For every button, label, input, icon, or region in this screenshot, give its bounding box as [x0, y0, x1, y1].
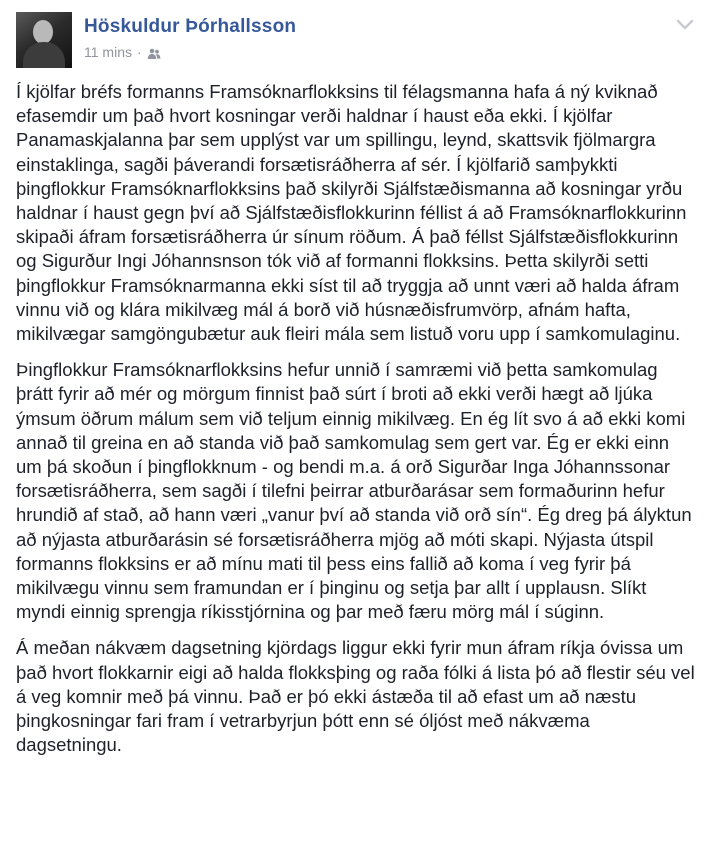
author-avatar[interactable] — [16, 12, 72, 68]
chevron-down-icon[interactable] — [675, 18, 695, 32]
friends-icon[interactable] — [147, 47, 161, 59]
avatar-body-shape — [23, 42, 65, 68]
meta-separator: · — [136, 44, 142, 60]
post-header — [16, 12, 697, 72]
author-name-link[interactable]: Höskuldur Þórhallsson — [84, 16, 297, 37]
post-paragraph-1: Í kjölfar bréfs formanns Framsóknarflokksins til félagsmanna hafa á ný kviknað efasemdir um það hvort kosningar verði haldnar í haust eða ekki. Í kjölfar Panamaskjalanna þar sem upplýst var um spillingu, leynd, skattsvik fjölmargra einstaklinga, sagði þáverandi forsætisráðherra af sér. Í kjölfarið samþykkti þingflokkur Framsóknarflokksins það skilyrði Sjálfstæðismanna að kosningar yrðu haldnar í haust gegn því að Sjálfstæðisflokkurinn féllist á að Framsóknarflokkurinn skipaði áfram forsætisráðherra úr sínum röðum. Á það féllst Sjálfstæðisflokkurinn og Sigurður Ingi Jóhannsnson tók við af formanni flokksins. Þetta skilyrði setti þingflokkur Framsóknarmanna ekki síst til að tryggja að unnt væri að halda áfram vinnu við og klára mikilvæg mál á borð við húsnæðisfrumvörp, afnám hafta, mikilvægar samgöngubætur auk fleiri mála sem listuð voru upp í samkomulaginu. — [16, 81, 687, 345]
post-paragraph-3: Á meðan nákvæm dagsetning kjördags liggur ekki fyrir mun áfram ríkja óvissa um það hvort flokkarnir eigi að halda flokksþing og raða fólki á lista þó að flestir séu vel á veg komnir með þá vinnu. Það er þó ekki ástæða til að efast um að næstu þingkosningar fari fram í vetrarbyrjun þótt enn sé óljóst með nákvæma dagsetningu. — [16, 637, 695, 756]
post-timestamp[interactable]: 11 mins — [84, 44, 132, 60]
post-body — [16, 80, 697, 769]
avatar-head-shape — [33, 20, 53, 44]
post-paragraph-2: Þingflokkur Framsóknarflokksins hefur unnið í samræmi við þetta samkomulag þrátt fyrir að mér og mörgum finnist það súrt í broti að ekki verði hægt að ljúka ýmsum öðrum málum sem við teljum einnig mikilvæg. En ég lít svo á að ekki komi annað til greina en að standa við það samkomulag sem gert var. Ég er ekki einn um þá skoðun í þingflokknum - og bendi m.a. á orð Sigurðar Inga Jóhannssonar forsætisráðherra, sem sagði í tilefni þeirrar atburðarásar sem formaðurinn hefur hrundið af stað, að hann væri „vanur því að standa við orð sín“. Ég dreg þá ályktun að nýjasta atburðarásin sé forsætisráðherra mjög að móti skapi. Nýjasta útspil formanns flokksins er að mínu mati til þess eins fallið að koma í veg fyrir þá mikilvægu vinnu sem framundan er í þinginu og setja þar allt í upplausn. Slíkt myndi einnig sprengja ríkisstjórnina og þar með færu mörg mál í súginn. — [16, 359, 692, 623]
post-meta — [84, 44, 161, 60]
